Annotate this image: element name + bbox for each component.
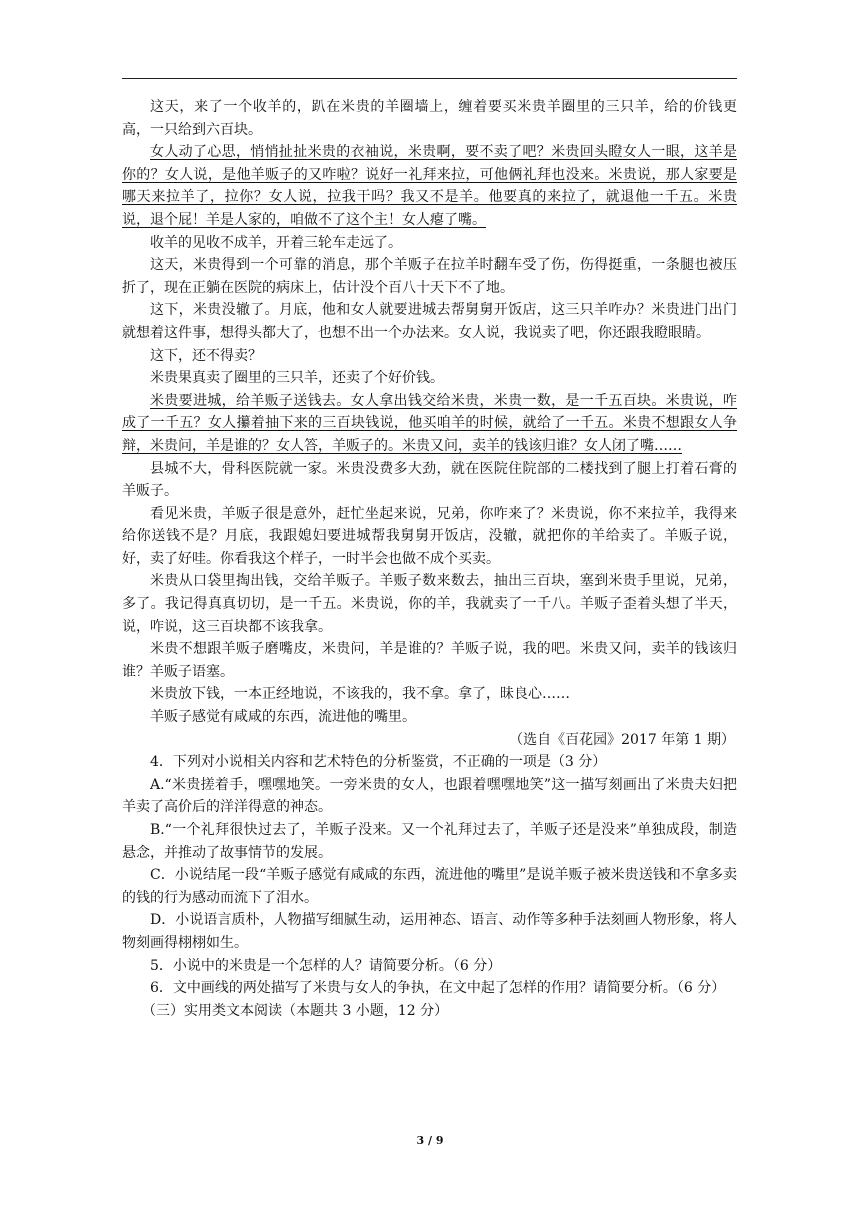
story-paragraph: 看见米贵，羊贩子很是意外，赶忙坐起来说，兄弟，你咋来了？米贵说，你不来拉羊，我得来给你送钱不是？月底，我跟媳妇要进城帮我舅舅开饭店，没辙，就把你的羊给卖了。羊贩子说，好，卖了好哇。你看我这个样子，一时半会也做不成个买卖。 [122,505,737,567]
story-paragraph: 米贵果真卖了圈里的三只羊，还卖了个好价钱。 [150,370,444,387]
header-rule [122,78,737,79]
story-source: （选自《百花园》2017 年第 1 期） [509,731,735,748]
question-5: 5．小说中的米贵是一个怎样的人？请简要分析。（6 分） [150,957,502,974]
story-paragraph: 这天，来了一个收羊的，趴在米贵的羊圈墙上，缠着要买米贵羊圈里的三只羊，给的价钱更高，一只给到六百块。 [122,99,737,138]
story-paragraph: 羊贩子感觉有咸咸的东西，流进他的嘴里。 [150,709,416,726]
option-a: A.“米贵搓着手，嘿嘿地笑。一旁米贵的女人，也跟着嘿嘿地笑”这一描写刻画出了米贵夫妇把羊卖了高价后的洋洋得意的神态。 [122,776,737,816]
question-4: 4．下列对小说相关内容和艺术特色的分析鉴赏，不正确的一项是（3 分） [150,754,607,771]
story-paragraph-underlined: 女人动了心思，悄悄扯扯米贵的衣袖说，米贵啊，要不卖了吧？米贵回头瞪女人一眼，这羊是你的？女人说，是他羊贩子的又咋啦？说好一礼拜来拉，可他俩礼拜也没来。米贵说，那人家要是哪天来拉羊了，拉你？女人说，拉我干吗？我又不是羊。他要真的来拉了，就退他一千五。米贵说，退个屁！羊是人家的，咱做不了这个主！女人瘪了嘴。 [122,144,737,228]
story-paragraph: 这天，米贵得到一个可靠的消息，那个羊贩子在拉羊时翻车受了伤，伤得挺重，一条腿也被压折了，现在正躺在医院的病床上，估计没个百八十天下不了地。 [122,257,737,296]
page-number: 3 / 9 [416,1134,444,1147]
story-paragraph: 米贵放下钱，一本正经地说，不该我的，我不拿。拿了，昧良心…… [150,686,570,703]
story-paragraph: 收羊的见收不成羊，开着三轮车走远了。 [150,234,402,251]
story-paragraph: 县城不大，骨科医院就一家。米贵没费多大劲，就在医院住院部的二楼找到了腿上打着石膏的羊贩子。 [122,460,737,500]
option-b: B.“一个礼拜很快过去了，羊贩子没来。又一个礼拜过去了，羊贩子还是没来”单独成段，制造悬念，并推动了故事情节的发展。 [122,822,737,861]
section-heading: （三）实用类文本阅读（本题共 3 小题，12 分） [142,1002,449,1019]
option-d: D．小说语言质朴，人物描写细腻生动，运用神态、语言、动作等多种手法刻画人物形象，将人物刻画得栩栩如生。 [122,912,737,951]
story-paragraph: 米贵不想跟羊贩子磨嘴皮，米贵问，羊是谁的？羊贩子说，我的吧。米贵又问，卖羊的钱该归谁？羊贩子语塞。 [122,641,737,680]
option-c: C．小说结尾一段“羊贩子感觉有咸咸的东西，流进他的嘴里”是说羊贩子被米贵送钱和不拿多卖的钱的行为感动而流下了泪水。 [122,867,737,906]
story-paragraph-underlined: 米贵要进城，给羊贩子送钱去。女人拿出钱交给米贵，米贵一数，是一千五百块。米贵说，咋成了一千五？女人攥着抽下来的三百块钱说，他买咱羊的时候，就给了一千五。米贵不想跟女人争辩，米贵问，羊是谁的？女人答，羊贩子的。米贵又问，卖羊的钱该归谁？女人闭了嘴…… [122,392,737,454]
story-paragraph: 这下，还不得卖？ [150,347,262,364]
story-paragraph: 这下，米贵没辙了。月底，他和女人就要进城去帮舅舅开饭店，这三只羊咋办？米贵进门出门就想着这件事，想得头都大了，也想不出一个办法来。女人说，我说卖了吧，你还跟我瞪眼睛。 [122,302,737,341]
document-body [122,96,737,1022]
story-paragraph: 米贵从口袋里掏出钱，交给羊贩子。羊贩子数来数去，抽出三百块，塞到米贵手里说，兄弟，多了。我记得真真切切，是一千五。米贵说，你的羊，我就卖了一千八。羊贩子歪着头想了半天，说，咋说，这三百块都不该我拿。 [122,573,737,635]
question-6: 6．文中画线的两处描写了米贵与女人的争执，在文中起了怎样的作用？请简要分析。（6 分） [150,980,726,997]
